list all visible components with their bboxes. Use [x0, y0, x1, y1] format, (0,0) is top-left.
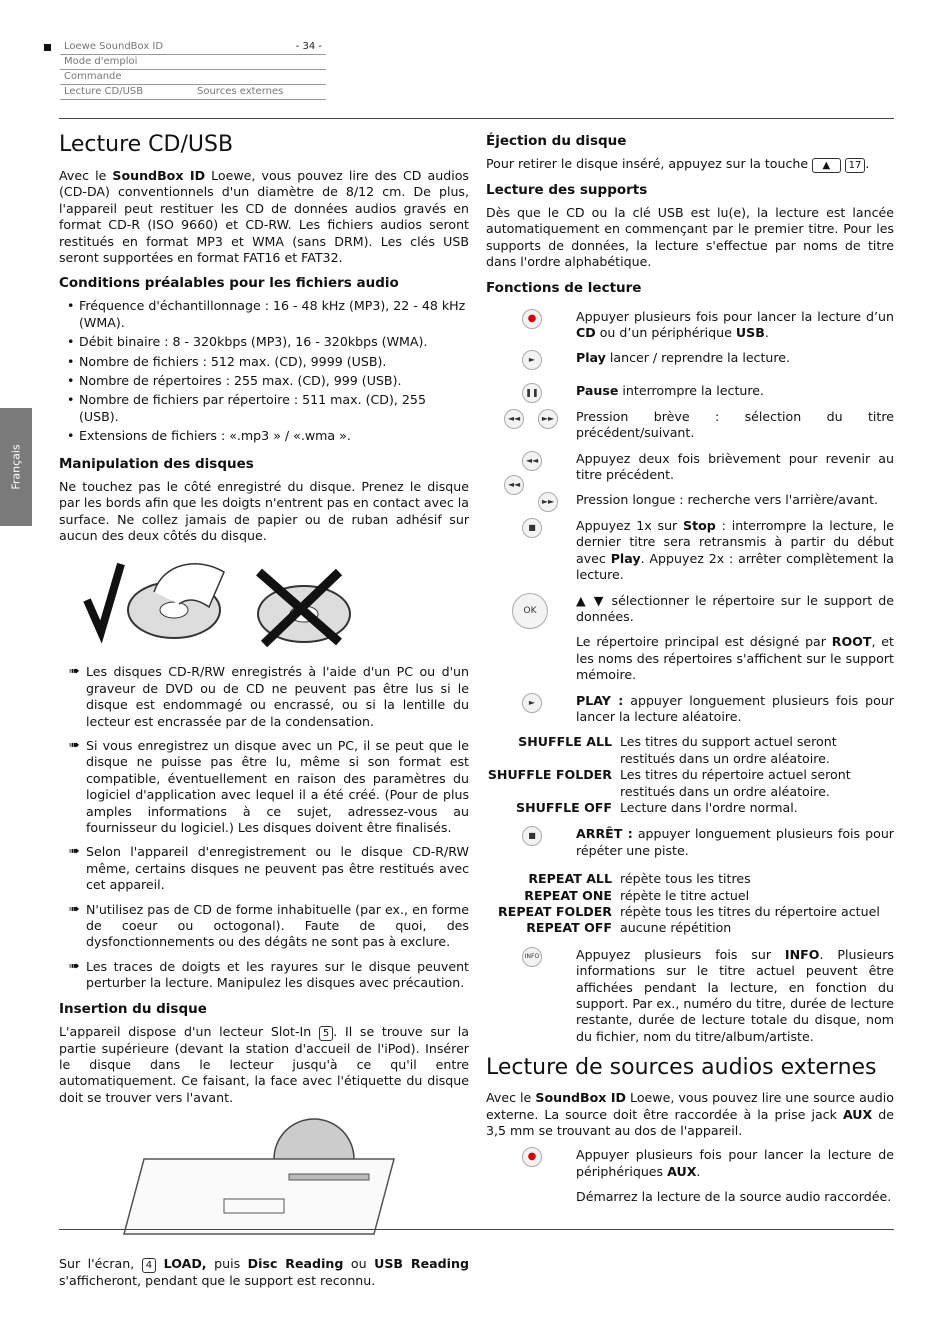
header-doc-title: Loewe SoundBox ID: [64, 41, 164, 52]
note-item: ➠ Les disques CD-R/RW enregistrés à l'aide d'un PC ou d'un graveur de DVD ou de CD ne peuvent pas être lus si le disque est endommagé ou encrassé, ou si la lentille du lecteur est encrassée par de la condensation.: [69, 664, 469, 729]
pause-button-icon: ❚❚: [522, 383, 542, 403]
header-row: [60, 70, 326, 85]
conditions-list: [59, 298, 469, 444]
record-button-icon: ●: [522, 309, 542, 329]
media-heading: Lecture des supports: [486, 182, 648, 198]
function-item: ❚❚ Pause interrompre la lecture.: [486, 383, 894, 399]
conditions-heading: Conditions préalables pour les fichiers audio: [59, 275, 399, 292]
note-item: ➠ Les traces de doigts et les rayures sur le disque peuvent perturber la lecture. Manipulez les disques avec précaution.: [69, 958, 469, 991]
handling-paragraph: Ne touchez pas le côté enregistré du disque. Prenez le disque par les bords afin que les doigts n'entrent pas en contact avec la surface. Ne collez jamais de papier ou de ruban adhésif sur aucun des deux côtés du disque.: [59, 478, 469, 543]
eject-heading: Éjection du disque: [486, 133, 627, 149]
header-subsection: Lecture CD/USB: [64, 86, 144, 97]
right-column: [486, 132, 894, 1222]
previous-button-icon: ◄◄: [522, 451, 542, 471]
header-doc-type: Mode d'emploi: [64, 56, 138, 67]
note-item: ➠ Selon l'appareil d'enregistrement ou le disque CD-R/RW même, certains disques ne peuvent pas être restitués avec cet appareil.: [69, 844, 469, 893]
function-item: ◄◄ ◄◄ Appuyez deux fois brièvement pour revenir au titre précédent.: [486, 451, 894, 484]
function-item: ► Play lancer / reprendre la lecture.: [486, 350, 894, 374]
arrow-icon: ➠: [69, 958, 80, 974]
navigation-pad-icon: OK: [512, 593, 548, 629]
arrow-icon: ➠: [69, 901, 80, 917]
key-number: 4: [142, 1258, 156, 1273]
function-item: Le répertoire principal est désigné par ROOT, et les noms des répertoires s'affichent sur le support mémoire.: [576, 634, 894, 683]
media-paragraph: Dès que le CD ou la clé USB est lu(e), la lecture est lancée automatiquement en commençant par le premier titre. Pour les supports de données, la lecture s'effectue par noms de titre dans l'ordre alphabétique.: [486, 205, 894, 270]
info-button-icon: INFO: [522, 947, 542, 967]
stop-button-icon: ■: [522, 518, 542, 538]
header-subsection-2: Sources externes: [197, 86, 284, 97]
external-sources-title: Lecture de sources audios externes: [486, 1055, 877, 1081]
language-label: Français: [9, 444, 23, 490]
function-item: OK ▲ ▼ sélectionner le répertoire sur le support de données.: [486, 593, 894, 626]
insertion-heading: Insertion du disque: [59, 1000, 207, 1017]
note-item: ➠ N'utilisez pas de CD de forme inhabituelle (par ex., en forme de coeur ou octogonal). Faute de quoi, des dysfonctionnements ou des dégâts ne sont pas à exclure.: [69, 901, 469, 950]
record-button-icon: ●: [522, 1147, 542, 1167]
function-item: Démarrez la lecture de la source audio raccordée.: [576, 1189, 892, 1205]
function-item: ►► Pression longue : recherche vers l'arrière/avant.: [486, 492, 894, 508]
previous-button-icon: ◄◄: [504, 475, 524, 495]
disc-handling-illustration: [59, 552, 469, 652]
list-item: • Nombre de fichiers par répertoire : 511 max. (CD), 255 (USB).: [67, 392, 469, 425]
functions-heading: Fonctions de lecture: [486, 279, 642, 296]
list-item: • Débit binaire : 8 - 320kbps (MP3), 16 - 320kbps (WMA).: [67, 334, 469, 350]
header-row: [60, 55, 326, 70]
table-row: REPEAT ALL répète tous les titres: [528, 871, 751, 887]
note-item: ➠ Si vous enregistrez un disque avec un PC, il se peut que le disque ne puisse pas être lu, même si son format est compatible, éventuellement en raison des paramètres du logiciel d'application avec lequel il a été créé. (Pour de plus amples informations à ce sujet, adressez-vous au fournisseur du logiciel.) Les disques doivent être finalisés.: [69, 737, 469, 835]
function-item: ■ Appuyez 1x sur Stop : interrompre la lecture, le dernier titre sera retransmis à partir du début avec Play. Appuyez 2x : arrêter complètement la lecture.: [486, 518, 894, 584]
device-illustration: [59, 1114, 469, 1244]
function-item: ► PLAY : appuyer longuement plusieurs fois pour lancer la lecture aléatoire.: [486, 693, 894, 726]
header-row: [60, 40, 326, 55]
page-title: Lecture CD/USB: [59, 132, 234, 157]
function-item: ◄◄ ►► Pression brève : sélection du titre précédent/suivant.: [486, 409, 894, 442]
arrow-icon: ➠: [69, 664, 80, 680]
insertion-paragraph: L'appareil dispose d'un lecteur Slot-In 5 . Il se trouve sur la partie supérieure (devant la station d'accueil de l'iPod). Insérer le disque dans le lecteur jusqu'à ce qu'il entre automatiquement. Ce faisant, la face avec l'étiquette du disque doit se trouver vers l'avant.: [59, 1023, 469, 1105]
list-item: • Fréquence d'échantillonnage : 16 - 48 kHz (MP3), 22 - 48 kHz (WMA).: [67, 298, 469, 331]
play-button-icon: ►: [522, 350, 542, 370]
eject-paragraph: Pour retirer le disque inséré, appuyez sur la touche ▲ 17 .: [486, 156, 870, 171]
top-divider: [59, 118, 894, 119]
next-button-icon: ►►: [538, 492, 558, 512]
soundbox-icon: [104, 1114, 404, 1244]
function-item: INFO Appuyez plusieurs fois sur INFO. Plusieurs informations sur le titre actuel peuvent être affichées pendant la lecture, en fonction du support. Par ex., numéro du titre, durée de lecture restante, durée de lecture totale du disque, nom du fichier, nom du titre/album/artiste.: [486, 947, 894, 1045]
list-item: • Nombre de fichiers : 512 max. (CD), 9999 (USB).: [67, 354, 469, 370]
function-item: ● Appuyer plusieurs fois pour lancer la lecture de périphériques AUX.: [486, 1147, 894, 1180]
stop-button-icon: ■: [522, 826, 542, 846]
shuffle-table: [486, 734, 894, 816]
key-number: 17: [845, 158, 866, 173]
table-row: SHUFFLE FOLDER Les titres du répertoire actuel seront restitués dans un ordre aléatoire.: [487, 767, 851, 799]
next-button-icon: ►►: [538, 409, 558, 429]
previous-button-icon: ◄◄: [504, 409, 524, 429]
header-section: Commande: [64, 71, 122, 82]
repeat-table: [486, 871, 894, 937]
table-row: SHUFFLE ALL Les titres du support actuel seront restitués dans un ordre aléatoire.: [518, 734, 837, 766]
page-number: - 34 -: [295, 41, 322, 52]
language-tab: [0, 408, 32, 526]
play-button-icon: ►: [522, 693, 542, 713]
header-row: [60, 85, 326, 100]
header-square-icon: [44, 44, 51, 51]
screen-paragraph: Sur l'écran, 4 LOAD, puis Disc Reading ou USB Reading s'afficheront, pendant que le support est reconnu.: [59, 1256, 469, 1289]
function-item: ● Appuyer plusieurs fois pour lancer la lecture d’un CD ou d’un périphérique USB.: [486, 309, 894, 342]
handling-heading: Manipulation des disques: [59, 455, 254, 472]
function-item: ■ ARRÊT : appuyer longuement plusieurs fois pour répéter une piste.: [486, 826, 894, 859]
arrow-icon: ➠: [69, 844, 80, 860]
eject-key-icon: ▲: [812, 158, 840, 173]
left-column: [59, 132, 469, 1298]
key-number: 5: [319, 1026, 333, 1041]
table-row: REPEAT ONE répète le titre actuel: [524, 887, 750, 903]
external-paragraph: Avec le SoundBox ID Loewe, vous pouvez lire une source audio externe. La source doit être raccordée à la prise jack AUX de 3,5 mm se trouvant au dos de l'appareil.: [486, 1090, 895, 1139]
table-row: SHUFFLE OFF Lecture dans l'ordre normal.: [516, 799, 798, 815]
arrow-icon: ➠: [69, 737, 80, 753]
table-row: REPEAT OFF aucune répétition: [526, 920, 732, 936]
list-item: • Nombre de répertoires : 255 max. (CD), 999 (USB).: [67, 373, 469, 389]
bottom-divider: [59, 1229, 894, 1230]
intro-paragraph: Avec le SoundBox ID Loewe, vous pouvez lire des CD audios (CD-DA) conventionnels d'un diamètre de 8/12 cm. De plus, l'appareil peut restituer les CD de données audios gravés en format CD-R (ISO 9660) et CD-RW. Les fichiers audios seront restitués en format MP3 et WMA (sans DRM). Les clés USB seront supportées en format FAT16 et FAT32.: [59, 168, 469, 266]
table-row: REPEAT FOLDER répète tous les titres du répertoire actuel: [498, 904, 880, 919]
list-item: • Extensions de fichiers : «.mp3 » / «.wma ».: [67, 428, 469, 444]
disc-handling-icon: [59, 552, 359, 652]
